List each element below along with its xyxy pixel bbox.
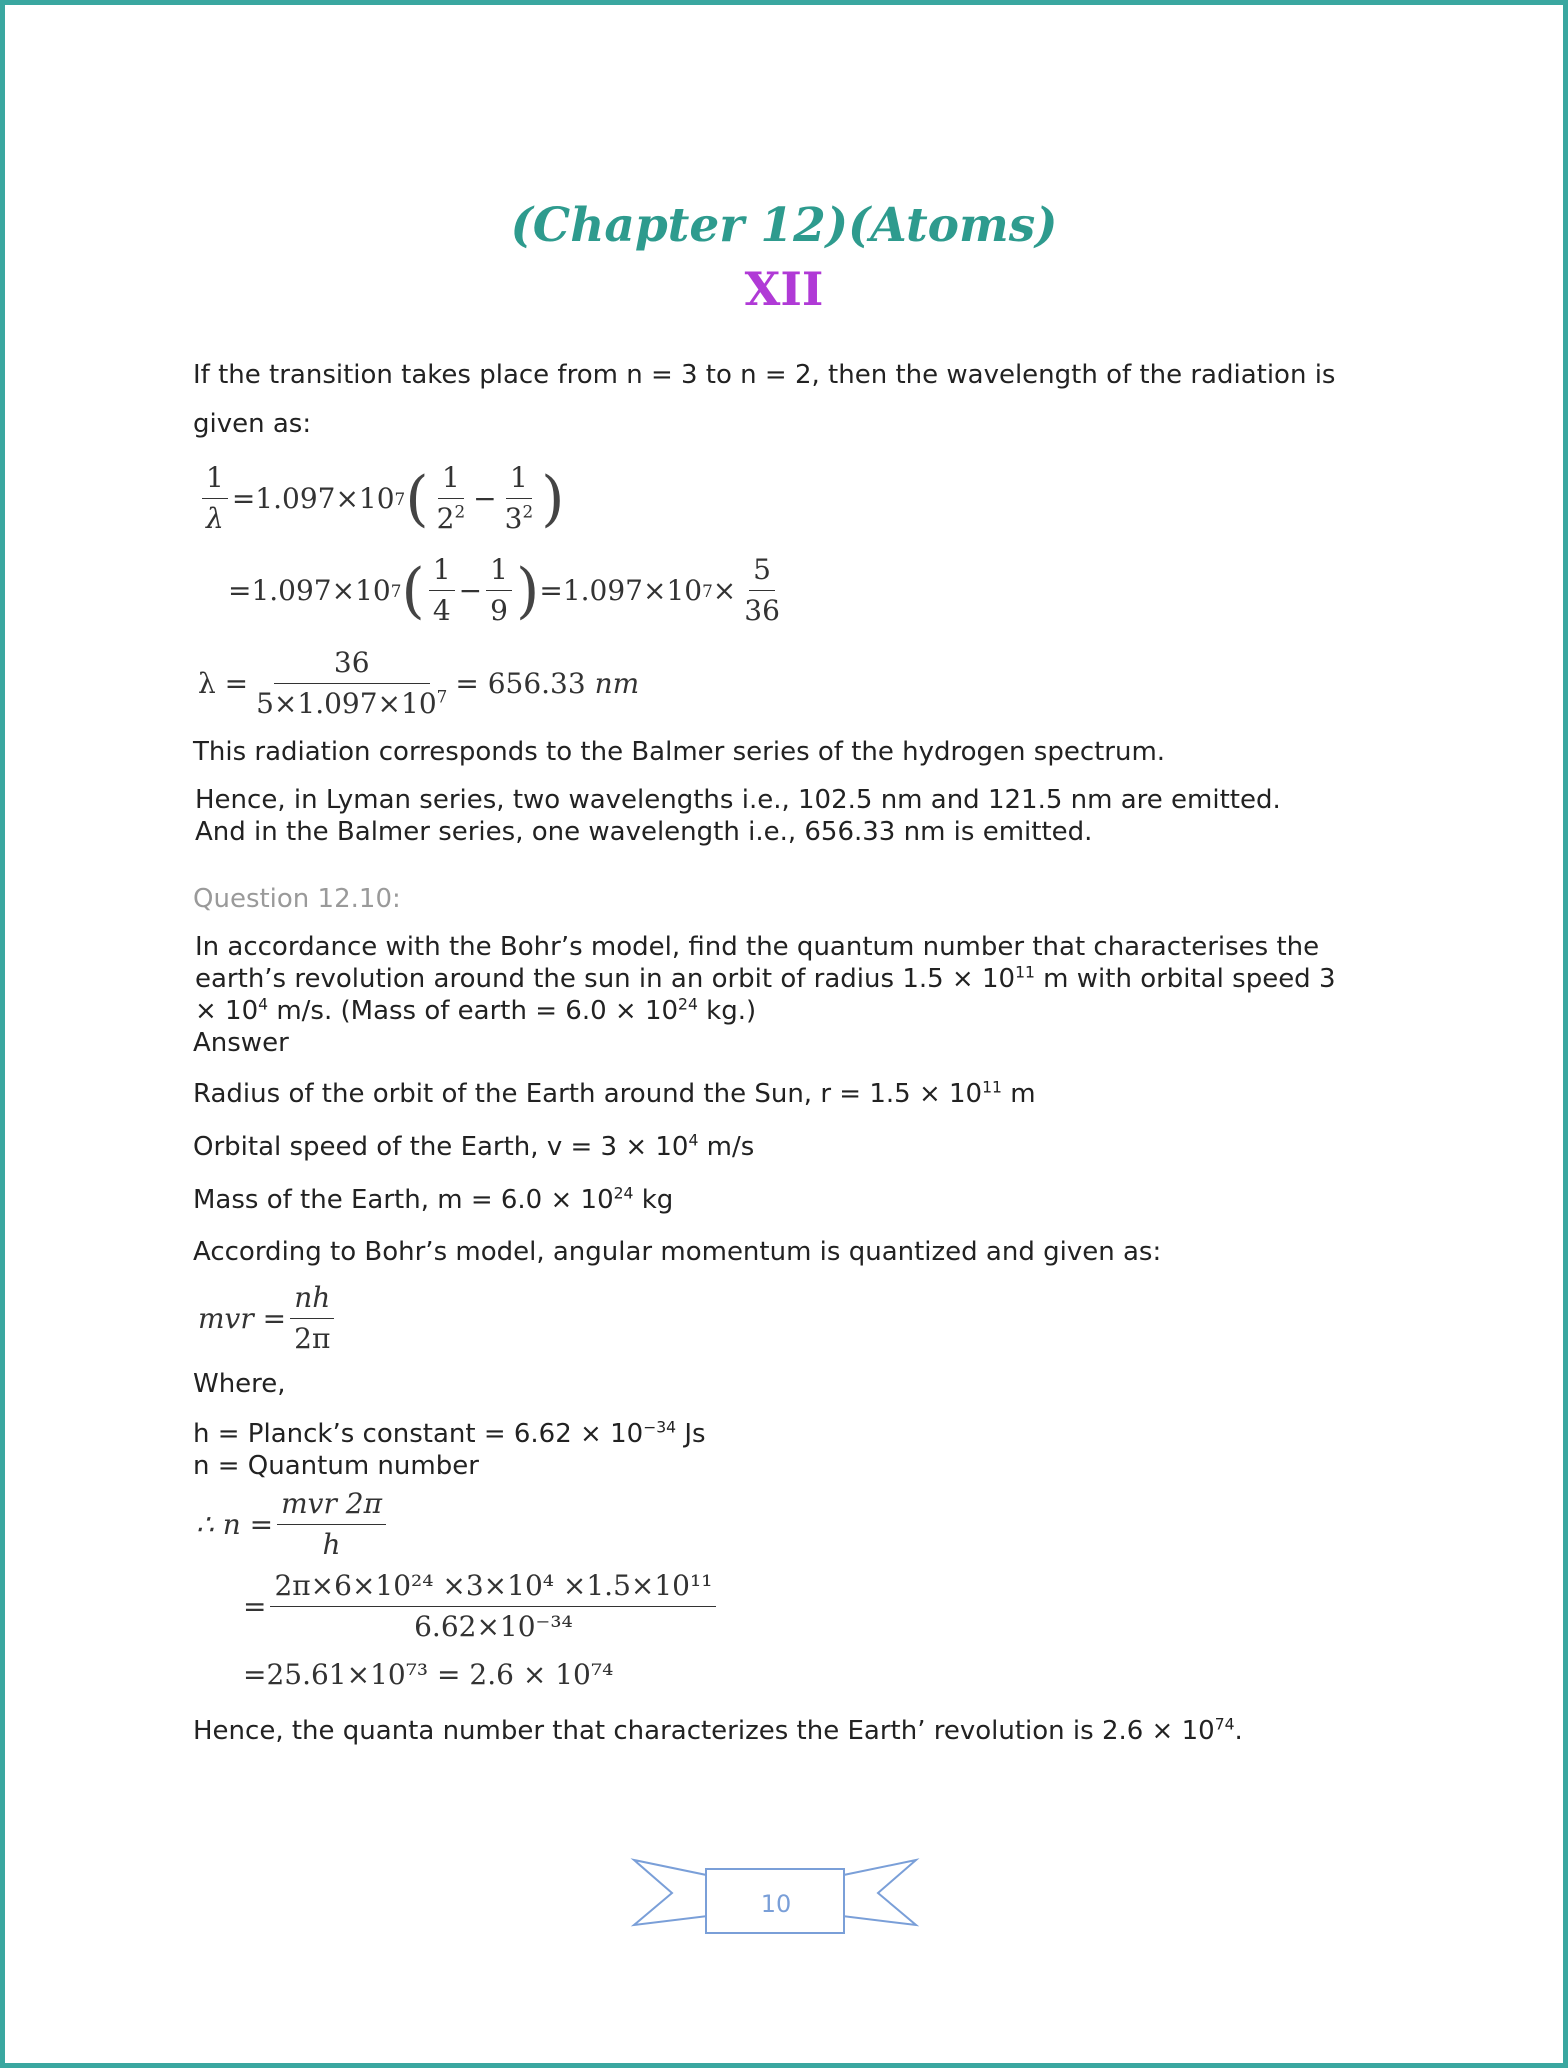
equation-wavelength-result: [198, 645, 639, 722]
q3-exponent-2: 24: [678, 995, 698, 1014]
q3-text: × 10: [195, 996, 259, 1026]
speed-text: Orbital speed of the Earth, v = 3 × 10: [193, 1132, 689, 1162]
mass-exponent: 24: [613, 1184, 634, 1203]
planck-text: h = Planck’s constant = 6.62 × 10: [193, 1419, 644, 1449]
base: 3: [504, 502, 523, 535]
radius-unit: m: [1001, 1079, 1036, 1109]
fraction-one-over-two-squared: [433, 460, 470, 537]
denominator: 9: [490, 594, 508, 627]
denominator: 36: [744, 594, 780, 627]
rydberg-constant: =1.097×10: [228, 574, 391, 607]
exponent: 2: [454, 501, 466, 522]
base: 2: [436, 502, 455, 535]
numerator: 1: [438, 460, 464, 499]
question-line-3: [195, 995, 1375, 1027]
speed-exponent: 4: [688, 1131, 699, 1150]
lambda-lhs: λ =: [198, 667, 249, 700]
exponent: 2: [522, 501, 534, 522]
mass-text: Mass of the Earth, m = 6.0 × 10: [193, 1185, 614, 1215]
hence-line-1: Hence, in Lyman series, two wavelengths i.e., 102.5 nm and 121.5 nm are emitted.: [195, 785, 1281, 815]
denominator: λ: [206, 502, 224, 535]
fraction-one-quarter: [429, 552, 455, 629]
numerator: 1: [486, 552, 512, 591]
q2-exponent: 11: [1015, 963, 1035, 982]
numerator: nh: [290, 1280, 334, 1319]
numerator: mvr 2π: [277, 1486, 386, 1525]
fraction-one-over-three-squared: [501, 460, 538, 537]
mass-unit: kg: [633, 1185, 674, 1215]
speed-unit: m/s: [698, 1132, 755, 1162]
denominator: [433, 499, 470, 537]
minus-sign: −: [473, 482, 497, 515]
bohr-statement: According to Bohr’s model, angular momentum is quantized and given as:: [193, 1237, 1162, 1267]
numerator: 1: [506, 460, 532, 499]
planck-exponent: −34: [643, 1418, 677, 1437]
where-label: Where,: [193, 1369, 286, 1399]
numerator: 1: [429, 552, 455, 591]
q2-text: earth’s revolution around the sun in an orbit of radius 1.5 × 10: [195, 964, 1016, 994]
numerator: 36: [274, 645, 430, 684]
mass-line: [193, 1184, 1373, 1216]
question-label: Question 12.10:: [193, 884, 401, 914]
rydberg-constant: =1.097×10: [231, 482, 395, 515]
equation-substitution: [243, 1568, 720, 1645]
q3-text-b: m/s. (Mass of earth = 6.0 × 10: [268, 996, 679, 1026]
left-paren: (: [401, 555, 425, 626]
denominator: 6.62×10⁻³⁴: [414, 1610, 573, 1643]
grade-label: XII: [744, 262, 824, 316]
q2-text-b: m with orbital speed 3: [1034, 964, 1336, 994]
speed-line: [193, 1131, 1373, 1163]
fraction-substitution: [270, 1568, 716, 1645]
hence-line-2: And in the Balmer series, one wavelength i.e., 656.33 nm is emitted.: [195, 817, 1093, 847]
planck-line: [193, 1418, 1373, 1450]
denominator: 4: [432, 594, 451, 627]
answer-label: Answer: [193, 1028, 289, 1058]
radius-line: [193, 1078, 1373, 1110]
fraction-five-over-36: [740, 552, 784, 629]
q3-exponent-1: 4: [258, 995, 269, 1014]
wavelength-value: = 656.33: [455, 667, 586, 700]
equation-simplified: =1.097×10 7 ( $\frac{1}{4}$ − $\frac{1}{9}$ ) =1.097×10 7 × $\frac{5}{36}$: [228, 552, 788, 629]
numerator: 5: [749, 552, 775, 591]
fraction-one-ninth: [486, 552, 512, 629]
left-paren: (: [405, 463, 429, 534]
balmer-statement: This radiation corresponds to the Balmer series of the hydrogen spectrum.: [193, 737, 1166, 767]
question-line-1: In accordance with the Bohr’s model, find the quantum number that characterises the: [195, 932, 1320, 962]
fraction-nh-over-2pi: [290, 1280, 334, 1357]
fraction-wavelength: [252, 645, 451, 722]
conclusion-period: .: [1234, 1716, 1243, 1746]
right-paren: ): [541, 463, 565, 534]
denominator: 2π: [294, 1322, 331, 1355]
n-lhs: ∴ n =: [196, 1508, 274, 1541]
times-sign: ×: [712, 574, 737, 607]
denominator: [252, 684, 451, 722]
rydberg-constant-2: =1.097×10: [539, 574, 703, 607]
minus-sign: −: [458, 574, 483, 607]
conclusion-exponent: 74: [1214, 1715, 1235, 1734]
equation-angular-momentum: [198, 1280, 338, 1357]
exponent: 7: [436, 686, 448, 707]
intro-line-2: given as:: [193, 409, 312, 439]
radius-exponent: 11: [982, 1078, 1002, 1097]
den-text: 5×1.097×10: [256, 687, 437, 720]
equation-n: [196, 1486, 390, 1563]
denominator: [501, 499, 538, 537]
quantum-line: n = Quantum number: [193, 1451, 479, 1481]
q3-text-c: kg.): [697, 996, 757, 1026]
equation-inverse-wavelength: $\frac{1}{\lambda}$ =1.097×10 7 ( $\frac{1}{2^2}$ − $\frac{1}{3^2}$ ): [198, 460, 565, 537]
mvr-lhs: mvr =: [198, 1302, 287, 1335]
intro-line-1: If the transition takes place from n = 3 to n = 2, then the wavelength of the radiation is: [193, 360, 1336, 390]
wavelength-unit: nm: [594, 667, 640, 700]
chapter-title: (Chapter 12)(Atoms): [510, 198, 1058, 253]
radius-text: Radius of the orbit of the Earth around the Sun, r = 1.5 × 10: [193, 1079, 983, 1109]
denominator: h: [322, 1528, 341, 1561]
planck-unit: Js: [676, 1419, 706, 1449]
page-number: 10: [760, 1890, 792, 1918]
fraction-one-over-lambda: [202, 460, 228, 537]
fraction-mvr2pi-over-h: [277, 1486, 386, 1563]
conclusion-line: [193, 1715, 1373, 1747]
equals-sign: =: [243, 1590, 267, 1623]
equation-result: =25.61×10⁷³ = 2.6 × 10⁷⁴: [243, 1658, 614, 1691]
right-paren: ): [515, 555, 540, 626]
conclusion-text: Hence, the quanta number that characterizes the Earth’ revolution is 2.6 × 10: [193, 1716, 1215, 1746]
question-line-2: [195, 963, 1375, 995]
numerator: 1: [202, 460, 228, 499]
numerator: 2π×6×10²⁴ ×3×10⁴ ×1.5×10¹¹: [270, 1568, 716, 1607]
